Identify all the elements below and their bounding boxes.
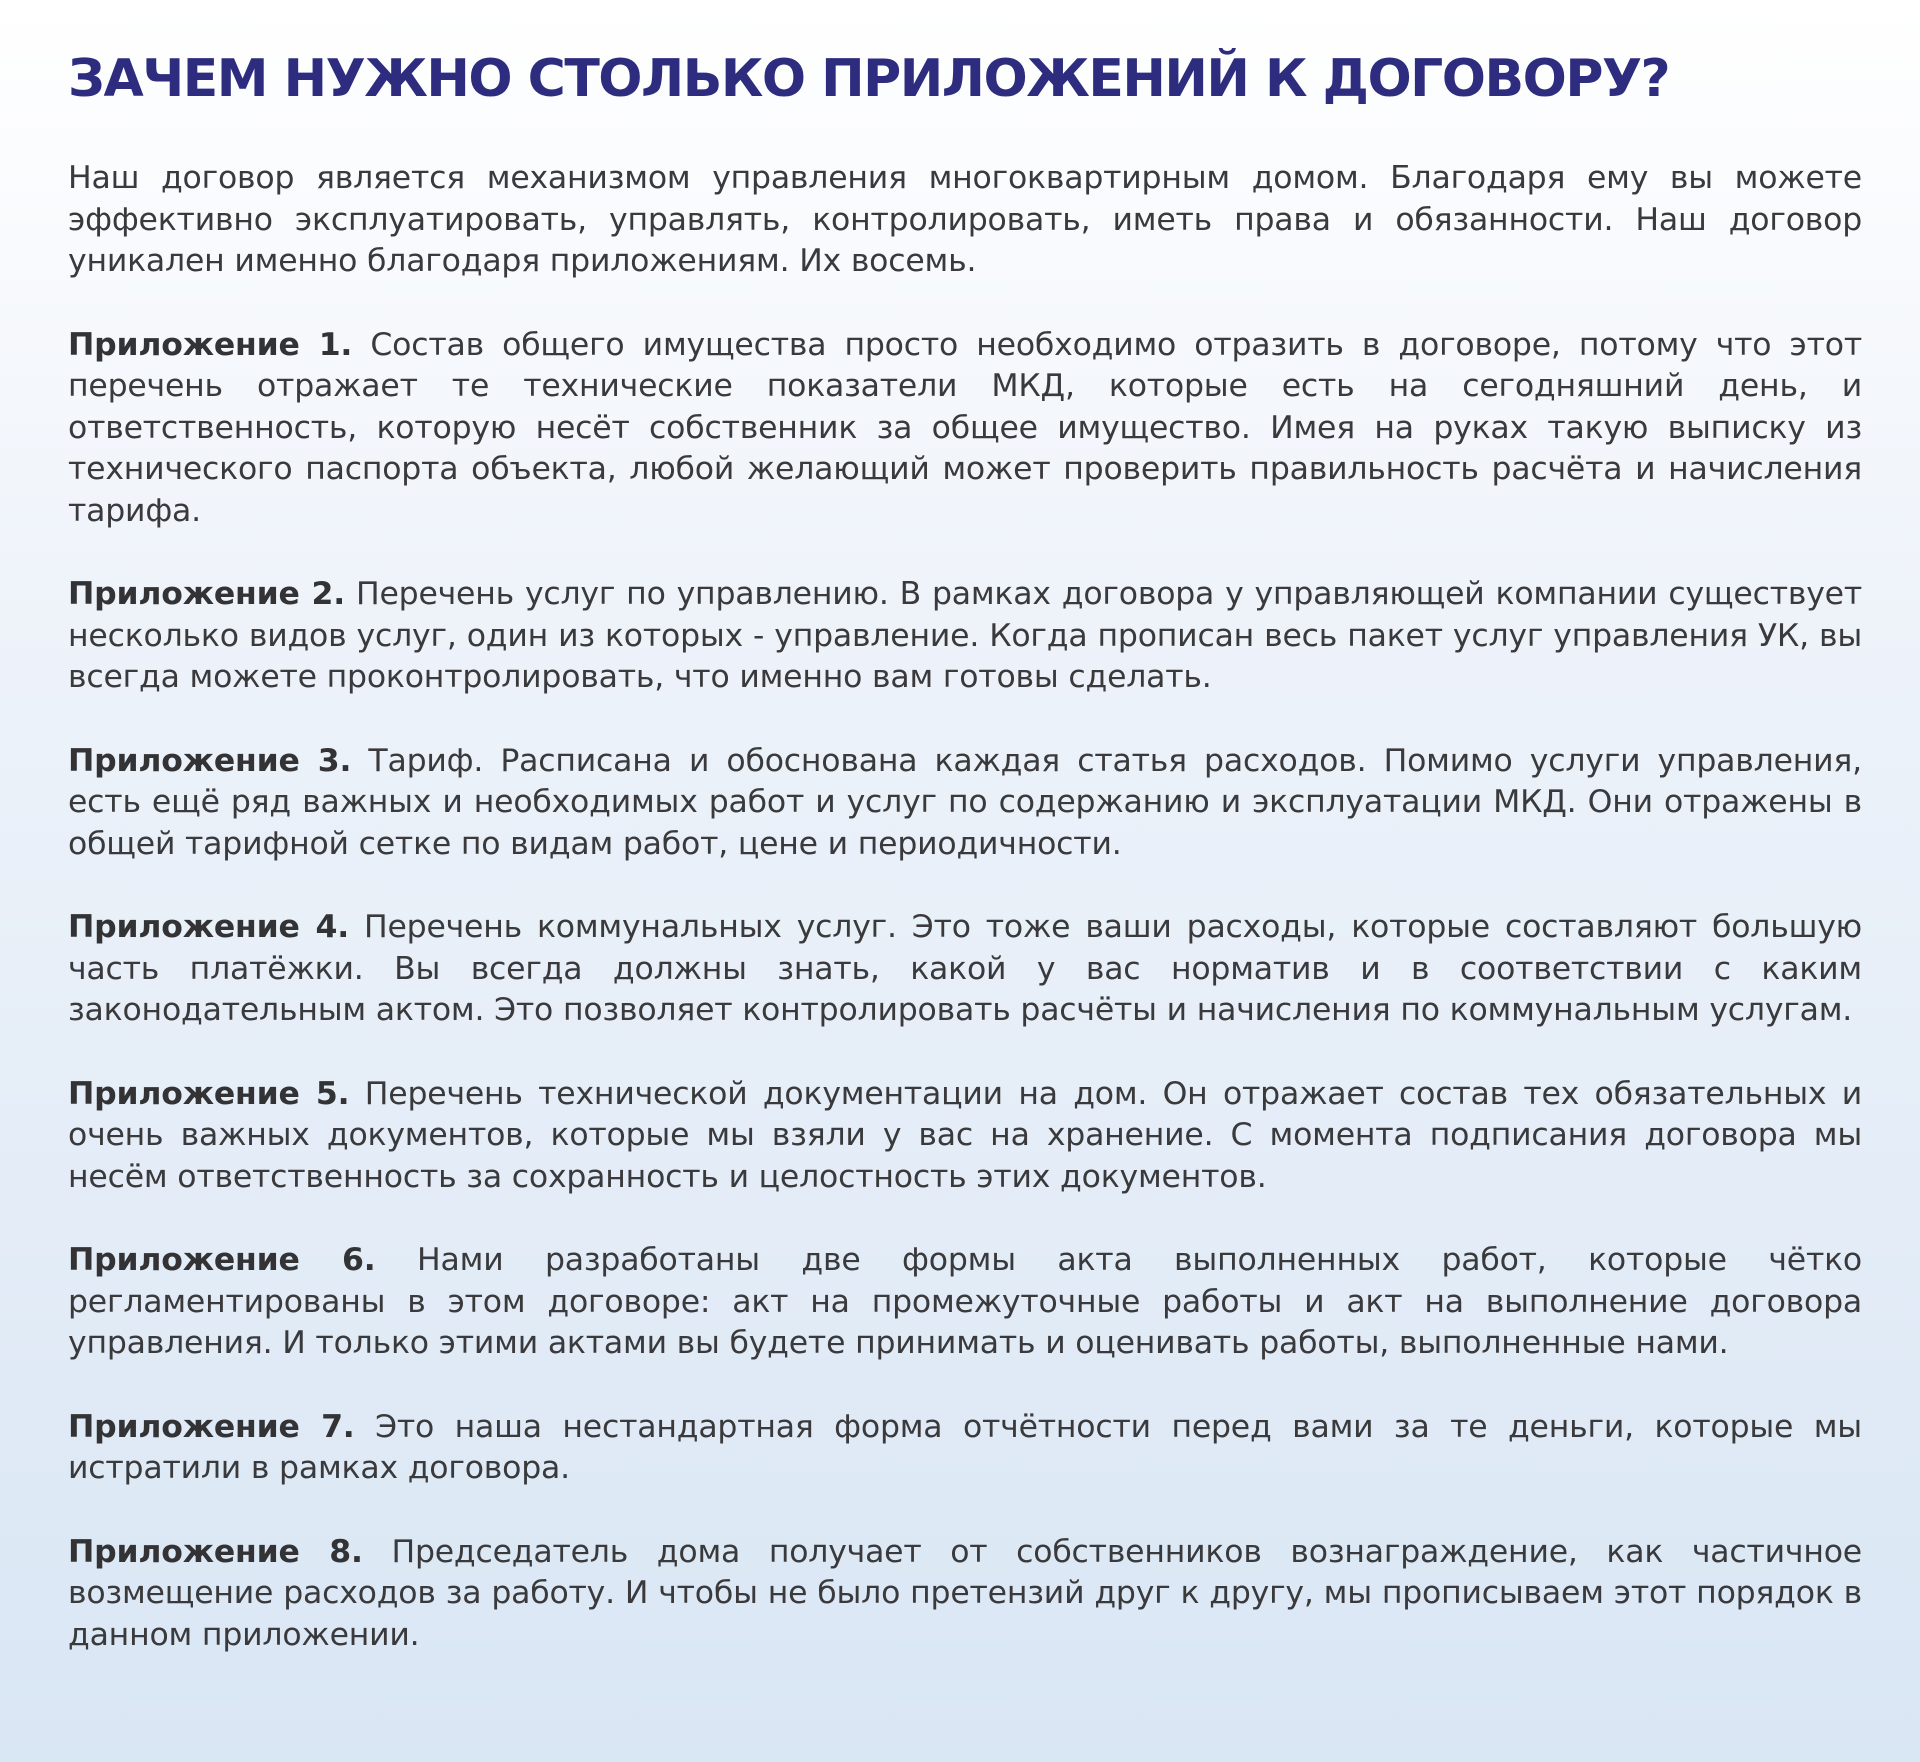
appendix-8-paragraph bbox=[68, 1532, 1862, 1657]
appendix-5-paragraph bbox=[68, 1074, 1862, 1199]
appendix-2-text: Перечень услуг по управлению. В рамках договора у управляющей компании существует несколько видов услуг, один из которых - управление. Когда прописан весь пакет услуг управления УК, вы всегда можете проконтролировать, что именно вам готовы сделать. bbox=[68, 576, 1862, 695]
appendix-4-paragraph bbox=[68, 907, 1862, 1032]
appendix-7-label: Приложение 7. bbox=[68, 1408, 355, 1445]
appendix-3-label: Приложение 3. bbox=[68, 742, 352, 779]
appendix-3-text: Тариф. Расписана и обоснована каждая статья расходов. Помимо услуги управления, есть ещё ряд важных и необходимых работ и услуг по содержанию и эксплуатации МКД. Они отражены в общей тарифной сетке по видам работ, цене и периодичности. bbox=[68, 742, 1862, 862]
appendix-5-text: Перечень технической документации на дом. Он отражает состав тех обязательных и очень важных документов, которые мы взяли у вас на хранение. С момента подписания договора мы несём ответственность за сохранность и целостность этих документов. bbox=[68, 1075, 1862, 1195]
appendix-5-label: Приложение 5. bbox=[68, 1075, 350, 1112]
appendix-6-text: Нами разработаны две формы акта выполненных работ, которые чётко регламентированы в этом договоре: акт на промежуточные работы и акт на выполнение договора управления. И только этими актами вы будете принимать и оценивать работы, выполненные нами. bbox=[68, 1242, 1862, 1361]
appendix-2-label: Приложение 2. bbox=[68, 576, 346, 612]
appendix-1-paragraph bbox=[68, 325, 1862, 533]
appendix-6-label: Приложение 6. bbox=[68, 1242, 376, 1278]
intro-paragraph: Наш договор является механизмом управления многоквартирным домом. Благодаря ему вы можете эффективно эксплуатировать, управлять, контролировать, иметь права и обязанности. Наш договор уникален именно благодаря приложениям. Их восемь. bbox=[68, 160, 1862, 279]
appendix-1-text: Состав общего имущества просто необходимо отразить в договоре, потому что этот перечень отражает те технические показатели МКД, которые есть на сегодняшний день, и ответственность, которую несёт собственник за общее имущество. Имея на руках такую выписку из технического паспорта объекта, любой желающий может проверить правильность расчёта и начисления тарифа. bbox=[68, 326, 1862, 529]
appendix-4-text: Перечень коммунальных услуг. Это тоже ваши расходы, которые составляют большую часть платёжки. Вы всегда должны знать, какой у вас норматив и в соответствии с каким законодательным актом. Это позволяет контролировать расчёты и начисления по коммунальным услугам. bbox=[68, 909, 1862, 1028]
appendix-7-paragraph bbox=[68, 1407, 1862, 1490]
appendix-4-label: Приложение 4. bbox=[68, 909, 350, 945]
appendix-6-paragraph bbox=[68, 1240, 1862, 1365]
appendix-3-paragraph bbox=[68, 741, 1862, 866]
page-title: ЗАЧЕМ НУЖНО СТОЛЬКО ПРИЛОЖЕНИЙ К ДОГОВОРУ? bbox=[68, 49, 1670, 109]
appendix-8-text: Председатель дома получает от собственников вознаграждение, как частичное возмещение расходов за работу. И чтобы не было претензий друг к другу, мы прописываем этот порядок в данном приложении. bbox=[68, 1533, 1862, 1653]
appendix-8-label: Приложение 8. bbox=[68, 1533, 363, 1570]
appendix-2-paragraph bbox=[68, 574, 1862, 699]
appendix-1-label: Приложение 1. bbox=[68, 326, 353, 363]
appendix-7-text: Это наша нестандартная форма отчётности перед вами за те деньги, которые мы истратили в рамках договора. bbox=[68, 1408, 1862, 1486]
